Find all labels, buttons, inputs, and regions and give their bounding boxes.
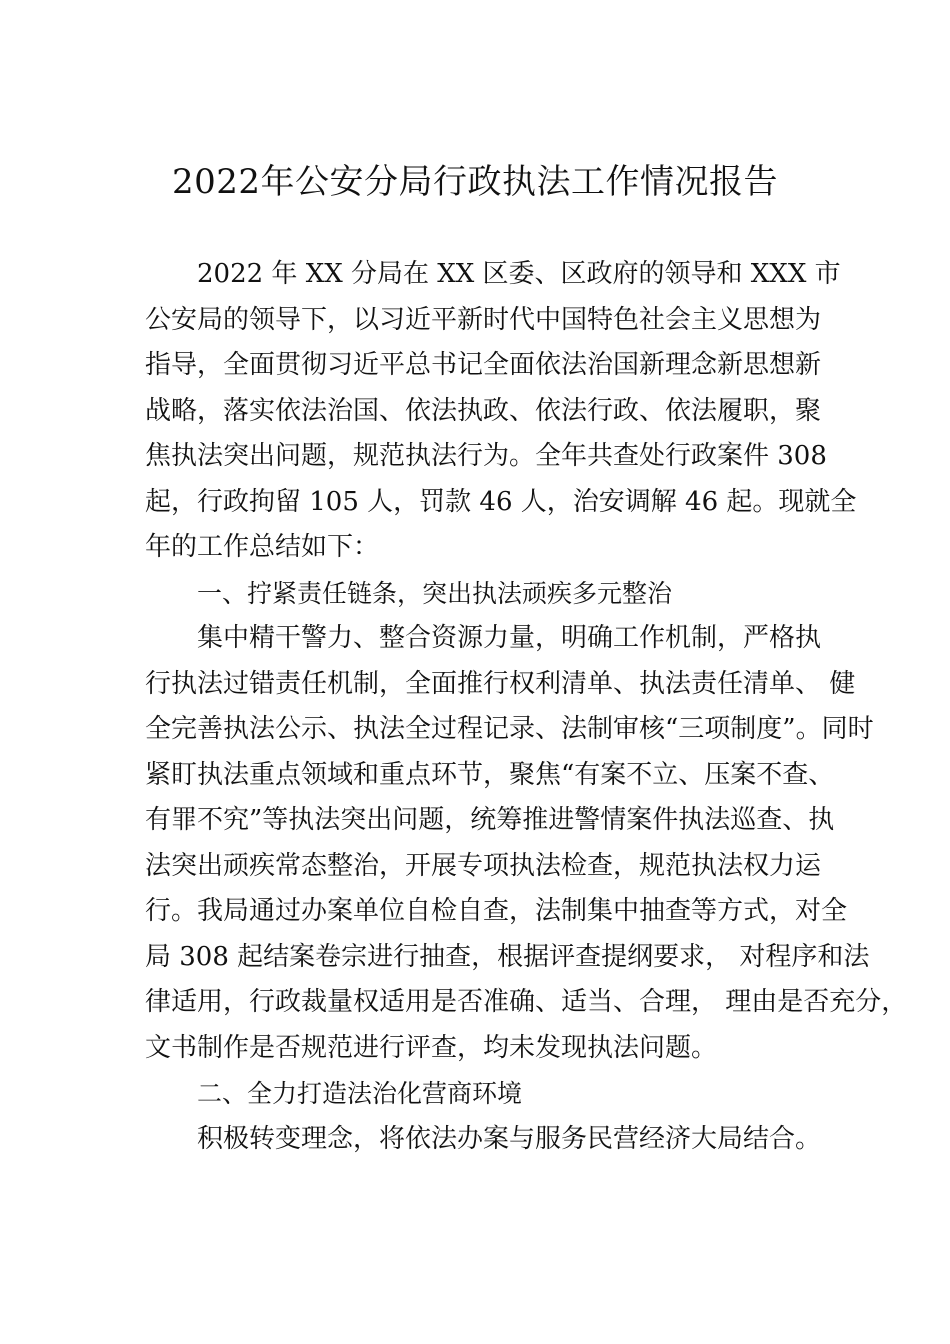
paragraph-line: 法突出顽疾常态整治，开展专项执法检查，规范执法权力运 bbox=[145, 850, 822, 881]
paragraph-line: 公安局的领导下，以习近平新时代中国特色社会主义思想为 bbox=[145, 304, 822, 335]
paragraph-line: 集中精干警力、整合资源力量，明确工作机制，严格执 bbox=[197, 623, 822, 653]
paragraph-line: 战略，落实依法治国、依法执政、依法行政、依法履职，聚 bbox=[145, 395, 822, 426]
paragraph-line: 律适用，行政裁量权适用是否准确、适当、合理， 理由是否充分， bbox=[145, 987, 908, 1017]
paragraph-line: 全完善执法公示、执法全过程记录、法制审核“三项制度”。同时 bbox=[145, 714, 874, 744]
paragraph-line: 指导，全面贯彻习近平总书记全面依法治国新理念新思想新 bbox=[145, 350, 822, 380]
paragraph-line: 文书制作是否规范进行评查，均未发现执法问题。 bbox=[145, 1032, 718, 1063]
paragraph-line: 行。我局通过办案单位自检自查，法制集中抽查等方式，对全 bbox=[145, 896, 848, 926]
paragraph-line: 焦执法突出问题，规范执法行为。全年共查处行政案件 308 bbox=[145, 441, 827, 471]
paragraph-line: 起，行政拘留 105 人，罚款 46 人，治安调解 46 起。现就全 bbox=[145, 486, 857, 517]
paragraph-line: 2022 年 XX 分局在 XX 区委、区政府的领导和 XXX 市 bbox=[197, 259, 841, 289]
section-heading-line: 一、拧紧责任链条，突出执法顽疾多元整治 bbox=[197, 578, 673, 608]
page-title: 2022年公安分局行政执法工作情况报告 bbox=[171, 162, 779, 202]
paragraph-line: 积极转变理念，将依法办案与服务民营经济大局结合。 bbox=[197, 1123, 822, 1154]
section-heading-line: 二、全力打造法治化营商环境 bbox=[197, 1079, 523, 1108]
paragraph-line: 行执法过错责任机制，全面推行权利清单、执法责任清单、 健 bbox=[145, 668, 856, 699]
paragraph-line: 有罪不究”等执法突出问题，统筹推进警情案件执法巡查、执 bbox=[145, 805, 835, 835]
paragraph-line: 局 308 起结案卷宗进行抽查，根据评查提纲要求， 对程序和法 bbox=[145, 941, 870, 972]
document-body bbox=[145, 252, 908, 1162]
paragraph-line: 紧盯执法重点领域和重点环节，聚焦“有案不立、压案不查、 bbox=[145, 759, 835, 790]
paragraph-line: 年的工作总结如下： bbox=[145, 532, 380, 562]
